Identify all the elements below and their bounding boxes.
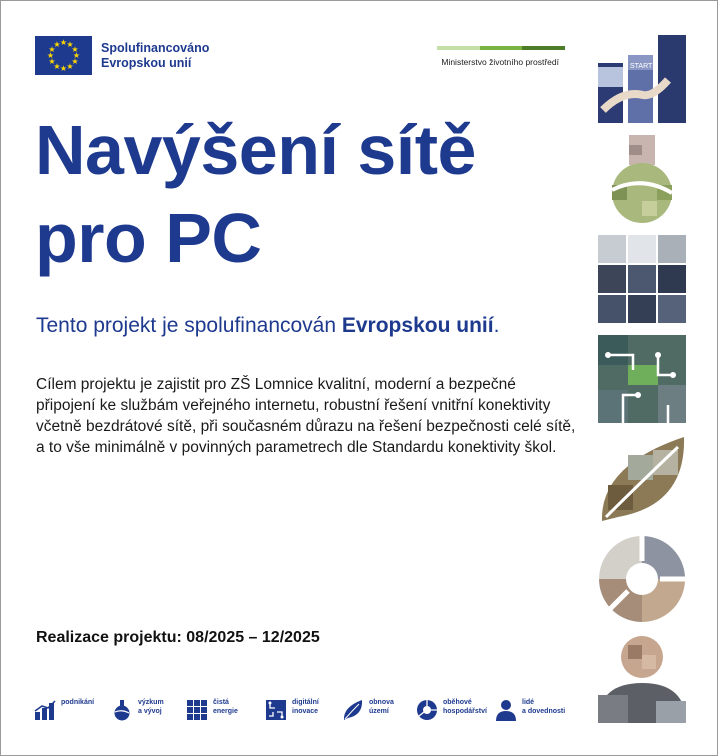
eu-text-line2: Evropskou unií	[101, 55, 192, 70]
theme-label: výzkum	[138, 699, 164, 706]
eu-flag-icon: ★ ★ ★ ★ ★ ★ ★ ★ ★ ★ ★ ★	[35, 36, 92, 75]
person-icon	[495, 699, 517, 721]
people-skills-tile	[598, 635, 686, 723]
flask-icon	[111, 699, 133, 721]
leaf-icon	[342, 699, 364, 721]
theme-label: obnova	[369, 699, 394, 706]
chart-icon	[34, 699, 56, 721]
theme-lide-dovednosti	[495, 699, 565, 721]
title-line1: Navýšení sítě	[35, 111, 476, 189]
theme-label-2: inovace	[292, 707, 319, 715]
ministry-name: Ministerstvo životního prostředí	[441, 57, 559, 67]
land-restoration-tile	[598, 435, 686, 523]
theme-icons-row	[34, 699, 574, 727]
theme-label-2: hospodářství	[443, 707, 487, 715]
theme-label: lidé	[522, 699, 535, 706]
circuit-icon	[265, 699, 287, 721]
theme-obehove-hospodarstvi	[416, 699, 487, 721]
eu-text-line1: Spolufinancováno	[101, 40, 210, 55]
recycle-icon	[416, 699, 438, 721]
cofinancing-eu: Evropskou unií	[341, 314, 494, 337]
theme-label-2: a dovednosti	[522, 707, 566, 715]
ministry-logo	[437, 46, 565, 67]
eu-cofinanced-text	[101, 41, 209, 71]
project-period: Realizace projektu: 08/2025 – 12/2025	[36, 629, 320, 646]
title-line2: pro PC	[35, 199, 262, 277]
ministry-logo-bars	[437, 46, 565, 50]
theme-label-2: a vývoj	[138, 707, 162, 715]
cofinancing-prefix: Tento projekt je spolufinancován	[36, 314, 342, 337]
theme-cista-energie	[186, 699, 238, 721]
page-title	[35, 106, 476, 282]
research-flask-tile	[598, 135, 686, 223]
circular-economy-tile	[598, 535, 686, 623]
theme-digitalni-inovace	[265, 699, 319, 721]
cofinancing-statement	[36, 314, 499, 338]
theme-label-2: energie	[213, 707, 238, 715]
theme-podnikani	[34, 699, 94, 721]
theme-vyzkum	[111, 699, 164, 721]
theme-label: digitální	[292, 699, 319, 706]
theme-label: oběhové	[443, 699, 472, 706]
theme-label: čistá	[213, 699, 229, 706]
eu-cofinanced-logo	[35, 36, 209, 75]
solar-energy-tile	[598, 235, 686, 323]
cofinancing-suffix: .	[493, 314, 500, 337]
project-description: Cílem projektu je zajistit pro ZŠ Lomnice kvalitní, moderní a bezpečné připojení ke službám veřejného internetu, robustní řešení vnitřní konektivity včetně bezdrátové sítě, při současném důrazu na řešení bezpečnosti celé sítě, a to vše minimálně v povinných parametrech dle Standardu konektivity škol.	[36, 376, 576, 456]
theme-obnova-uzemi	[342, 699, 394, 721]
solar-panel-icon	[186, 699, 208, 721]
theme-label: podnikání	[61, 699, 95, 706]
business-growth-tile	[598, 35, 686, 123]
start-label: START	[630, 63, 653, 70]
theme-label-2: území	[369, 707, 389, 715]
digital-circuit-tile	[598, 335, 686, 423]
